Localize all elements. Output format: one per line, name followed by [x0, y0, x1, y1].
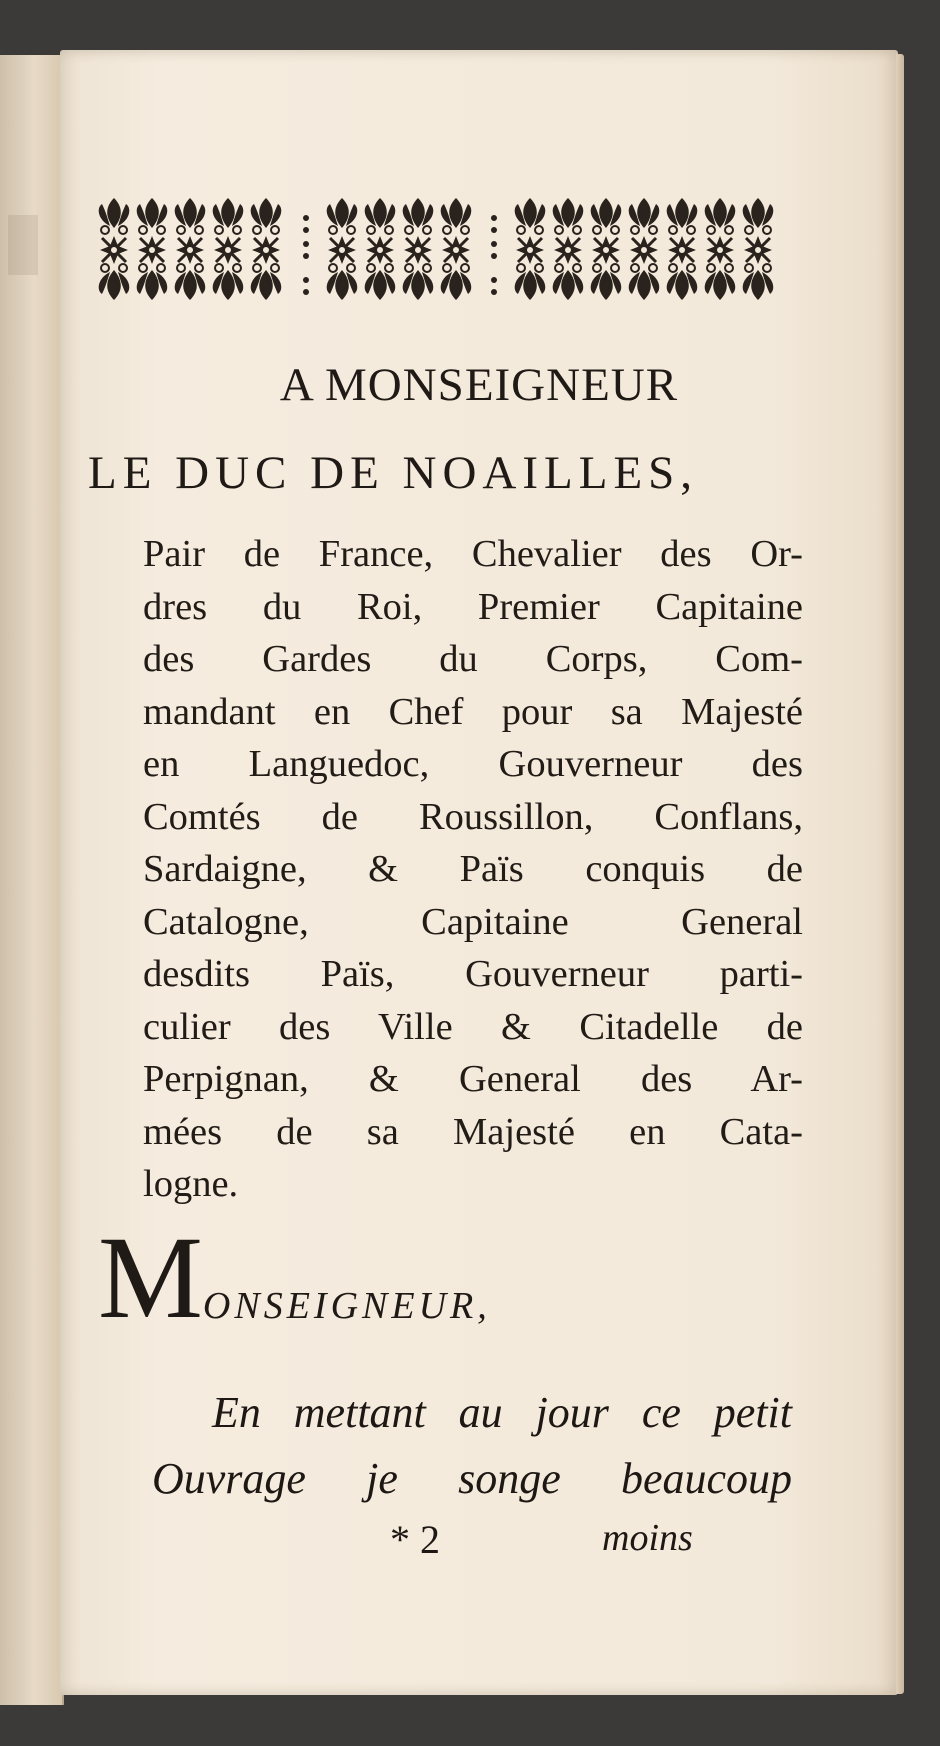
title-line: Comtés de Roussillon, Conflans,	[143, 795, 803, 838]
body-line: En mettant au jour ce petit	[212, 1388, 792, 1437]
title-line: desdits Païs, Gouverneur parti-	[143, 953, 803, 995]
dedicatee-titles	[143, 528, 803, 1211]
signature-mark: * 2	[390, 1517, 440, 1562]
title-line: Catalogne, Capitaine General	[143, 900, 803, 943]
drop-initial: M	[98, 1212, 203, 1343]
dedicatee-name: LE DUC DE NOAILLES,	[88, 447, 699, 499]
title-line: des Gardes du Corps, Com-	[143, 638, 803, 680]
title-line: mandant en Chef pour sa Majesté	[143, 690, 803, 733]
catchword: moins	[602, 1517, 693, 1559]
facing-page-edge	[0, 55, 64, 1705]
title-line: culier des Ville & Citadelle de	[143, 1005, 803, 1048]
title-line: Pair de France, Chevalier des Or-	[143, 533, 803, 575]
title-line: mées de sa Majesté en Cata-	[143, 1110, 803, 1153]
title-line: en Languedoc, Gouverneur des	[143, 743, 803, 785]
book-page	[60, 50, 898, 1695]
salutation-rest: ONSEIGNEUR,	[202, 1285, 491, 1327]
title-line: Sardaigne, & Païs conquis de	[143, 848, 803, 890]
title-line: dres du Roi, Premier Capitaine	[143, 585, 803, 628]
body-line: Ouvrage je songe beaucoup	[152, 1454, 792, 1503]
title-line: logne.	[143, 1163, 239, 1205]
title-line: Perpignan, & General des Ar-	[143, 1058, 803, 1100]
body-text	[152, 1380, 792, 1512]
floral-headpiece-icon	[96, 182, 786, 312]
dedication-heading: A MONSEIGNEUR	[279, 359, 679, 411]
salutation	[98, 1212, 491, 1343]
